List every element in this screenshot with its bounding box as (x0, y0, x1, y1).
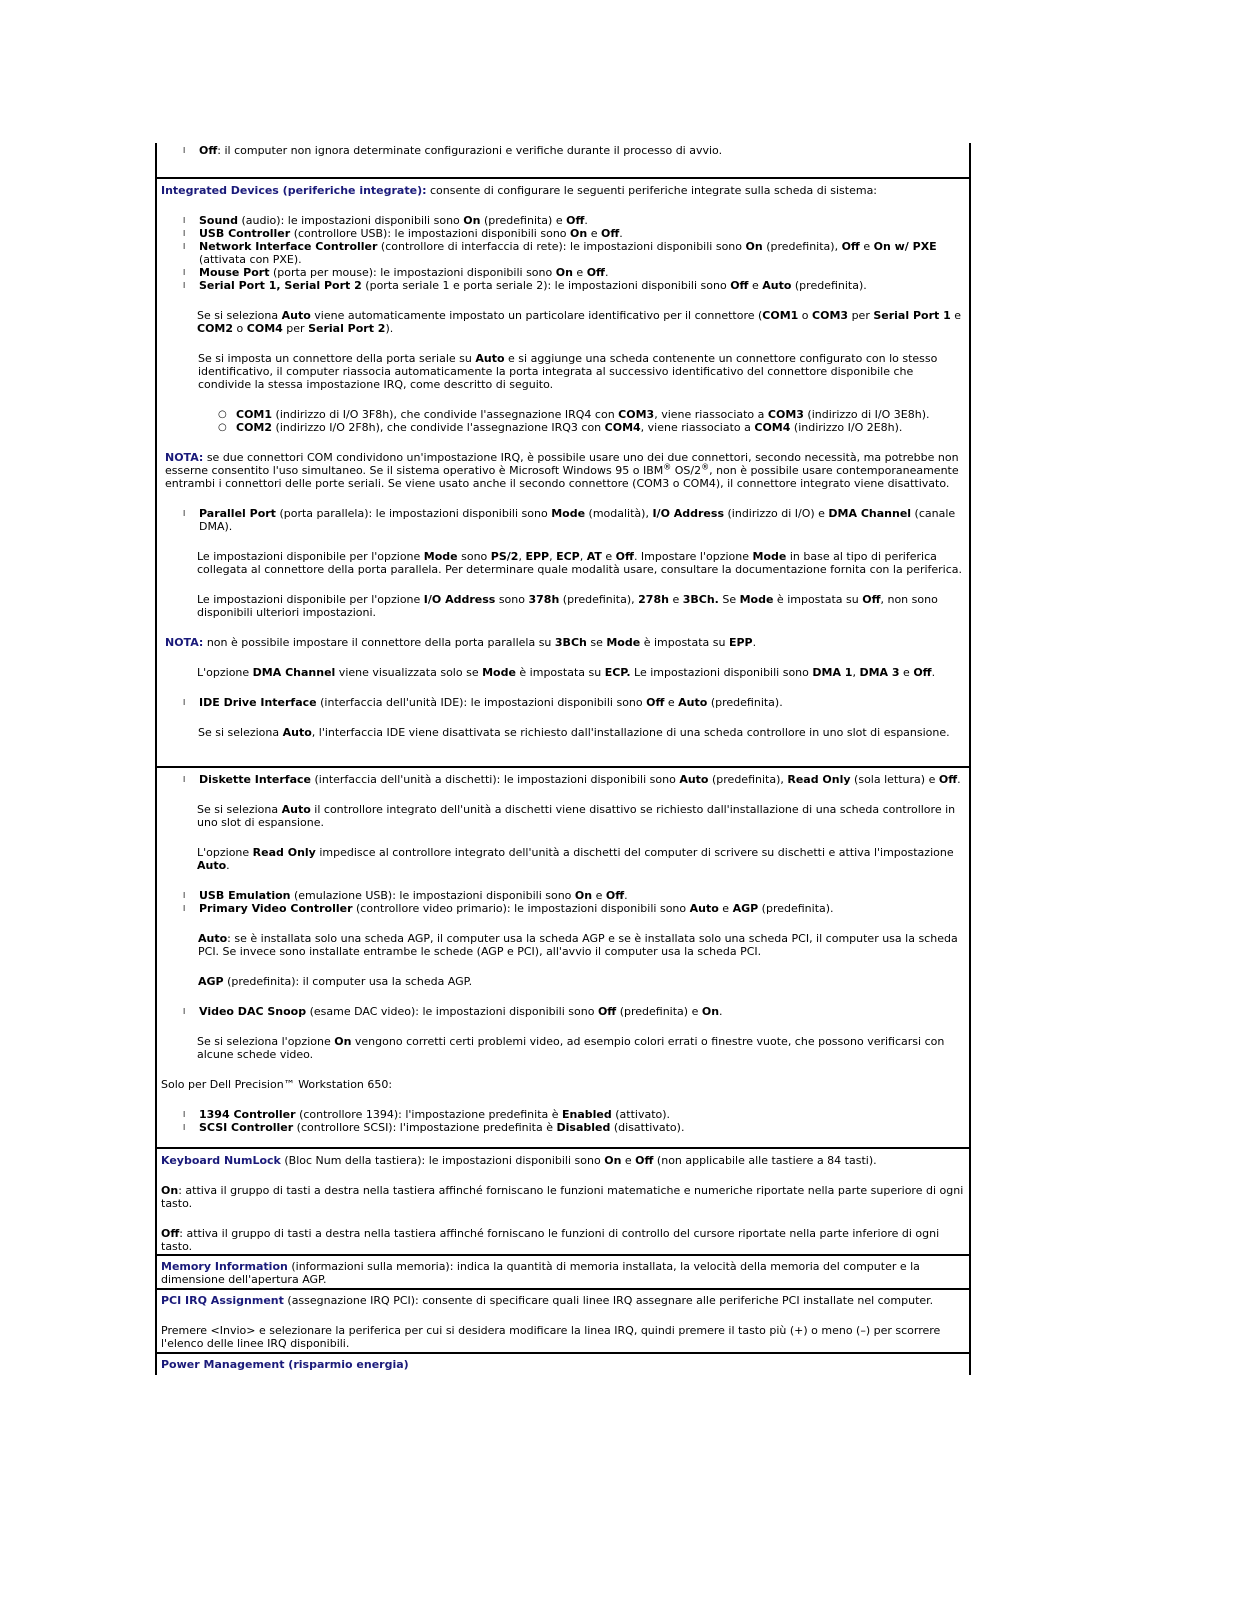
video-agp-paragraph: AGP (predefinita): il computer usa la scheda AGP. (198, 975, 473, 988)
bullet-icon: l (183, 775, 186, 784)
mouse-port-item: l Mouse Port (porta per mouse): le impostazioni disponibili sono On e Off. (183, 266, 609, 279)
note-parallel: NOTA: non è possibile impostare il connettore della porta parallela su 3BCh se Mode è impostata su EPP. (165, 636, 757, 649)
com2-item: ○ COM2 (indirizzo I/O 2F8h), che condivide l'assegnazione IRQ3 con COM4, viene riassociato a COM4 (indirizzo I/O 2E8h). (218, 421, 903, 434)
scsi-controller-item: l SCSI Controller (controllore SCSI): l'impostazione predefinita è Disabled (disattivato). (183, 1121, 685, 1134)
row-integrated-devices-continued (155, 766, 971, 1147)
power-management-link[interactable]: Power Management (risparmio energia) (161, 1358, 409, 1371)
bullet-icon: l (183, 891, 186, 900)
bullet-icon: l (183, 268, 186, 277)
off-boot-item: l Off: il computer non ignora determinate configurazioni e verifiche durante il processo di avvio. (183, 144, 723, 157)
row-power-management (155, 1352, 971, 1375)
bullet-icon: l (183, 1110, 186, 1119)
numlock-on-paragraph: On: attiva il gruppo di tasti a destra nella tastiera affinché forniscano le funzioni matematiche e numeriche riportate nella parte superiore di ogni tasto. (161, 1184, 964, 1210)
memory-paragraph: Memory Information (informazioni sulla memoria): indica la quantità di memoria installata, la velocità della memoria del computer e la dimensione dell'apertura AGP. (161, 1260, 920, 1286)
serial-auto-paragraph: Se si seleziona Auto viene automaticamente impostato un particolare identificativo per il connettore (COM1 o COM3 per Serial Port 1 e COM2 o COM4 per Serial Port 2). (197, 309, 961, 335)
usb-controller-item: l USB Controller (controllore USB): le impostazioni disponibili sono On e Off. (183, 227, 623, 240)
bullet-icon: l (183, 1007, 186, 1016)
bullet-icon: l (183, 281, 186, 290)
pci-detail-paragraph: Premere <Invio> e selezionare la periferica per cui si desidera modificare la linea IRQ, quindi premere il tasto più (+) o meno (–) per scorrere l'elenco delle linee IRQ disponibili. (161, 1324, 941, 1350)
sound-item: l Sound (audio): le impostazioni disponibili sono On (predefinita) e Off. (183, 214, 588, 227)
diskette-auto-paragraph: Se si seleziona Auto il controllore integrato dell'unità a dischetti viene disattivo se richiesto dall'installazione di una scheda controllore in uno slot di espansione. (197, 803, 956, 829)
circle-bullet-icon: ○ (218, 422, 227, 433)
note-label: NOTA: (165, 636, 204, 649)
bullet-icon: l (183, 904, 186, 913)
parallel-port-item: l Parallel Port (porta parallela): le impostazioni disponibili sono Mode (modalità), I/O Address (indirizzo di I/O) e DMA Channel (canale DMA). (183, 507, 956, 533)
pci-irq-assignment-link[interactable]: PCI IRQ Assignment (161, 1294, 284, 1307)
serial-share-paragraph: Se si imposta un connettore della porta seriale su Auto e si aggiunge una scheda contenente un connettore configurato con lo stesso identificativo, il computer riassocia automaticamente la porta integrata al successivo identificativo del connettore disponibile che condivide la stessa impostazione IRQ, come descritto di seguito. (198, 352, 938, 391)
row-integrated-devices (155, 177, 971, 766)
bullet-icon: l (183, 1123, 186, 1132)
io-address-paragraph: Le impostazioni disponibile per l'opzione I/O Address sono 378h (predefinita), 278h e 3BCh. Se Mode è impostata su Off, non sono disponibili ulteriori impostazioni. (197, 593, 938, 619)
bullet-icon: l (183, 242, 186, 251)
numlock-heading: Keyboard NumLock (Bloc Num della tastiera): le impostazioni disponibili sono On e Off (non applicabile alle tastiere a 84 tasti). (161, 1154, 877, 1167)
keyboard-numlock-link[interactable]: Keyboard NumLock (161, 1154, 281, 1167)
bullet-icon: l (183, 698, 186, 707)
integrated-heading: Integrated Devices (periferiche integrate): consente di configurare le seguenti periferiche integrate sulla scheda di sistema: (161, 184, 878, 197)
ide-auto-paragraph: Se si seleziona Auto, l'interfaccia IDE viene disattivata se richiesto dall'installazione di una scheda controllore in uno slot di espansione. (198, 726, 950, 739)
diskette-interface-item: l Diskette Interface (interfaccia dell'unità a dischetti): le impostazioni disponibili sono Auto (predefinita), Read Only (sola lettura) e Off. (183, 773, 961, 786)
bios-options-table (155, 143, 971, 1375)
numlock-off-paragraph: Off: attiva il gruppo di tasti a destra nella tastiera affinché forniscano le funzioni di controllo del cursore riportate nella parte inferiore di ogni tasto. (161, 1227, 940, 1253)
dma-paragraph: L'opzione DMA Channel viene visualizzata solo se Mode è impostata su ECP. Le impostazioni disponibili sono DMA 1, DMA 3 e Off. (197, 666, 936, 679)
circle-bullet-icon: ○ (218, 409, 227, 420)
controller-1394-item: l 1394 Controller (controllore 1394): l'impostazione predefinita è Enabled (attivato). (183, 1108, 671, 1121)
note-com-sharing: NOTA: se due connettori COM condividono un'impostazione IRQ, è possibile usare uno dei due connettori, secondo necessità, ma potrebbe non esserne consentito l'uso simultaneo. Se il sistema operativo è Microsoft Windows 95 o IBM® OS/2®, non è possibile usare contemporaneamente entrambi i connettori delle porte seriali. Se viene usato anche il secondo connettore (COM3 o COM4), il connettore integrato viene disattivato. (165, 451, 959, 490)
bullet-icon: l (183, 216, 186, 225)
com1-item: ○ COM1 (indirizzo di I/O 3F8h), che condivide l'assegnazione IRQ4 con COM3, viene riassociato a COM3 (indirizzo di I/O 3E8h). (218, 408, 930, 421)
row-memory-information (155, 1254, 971, 1288)
video-dac-snoop-item: l Video DAC Snoop (esame DAC video): le impostazioni disponibili sono Off (predefinita) e On. (183, 1005, 723, 1018)
serial-port-item: l Serial Port 1, Serial Port 2 (porta seriale 1 e porta seriale 2): le impostazioni disponibili sono Off e Auto (predefinita). (183, 279, 867, 292)
row-pci-irq-assignment (155, 1288, 971, 1352)
mode-paragraph: Le impostazioni disponibile per l'opzione Mode sono PS/2, EPP, ECP, AT e Off. Impostare l'opzione Mode in base al tipo di periferica collegata al connettore della porta parallela. Per determinare quale modalità usare, consultare la documentazione fornita con la periferica. (197, 550, 963, 576)
ide-interface-item: l IDE Drive Interface (interfaccia dell'unità IDE): le impostazioni disponibili sono Off e Auto (predefinita). (183, 696, 783, 709)
read-only-paragraph: L'opzione Read Only impedisce al controllore integrato dell'unità a dischetti del computer di scrivere su dischetti e attiva l'impostazione Auto. (197, 846, 954, 872)
usb-emulation-item: l USB Emulation (emulazione USB): le impostazioni disponibili sono On e Off. (183, 889, 628, 902)
video-auto-paragraph: Auto: se è installata solo una scheda AGP, il computer usa la scheda AGP e se è installata solo una scheda PCI, il computer usa la scheda PCI. Se invece sono installate entrambe le schede (AGP e PCI), all'avvio il computer usa la scheda PCI. (198, 932, 958, 958)
note-label: NOTA: (165, 451, 204, 464)
integrated-devices-link[interactable]: Integrated Devices (periferiche integrate): (161, 184, 427, 197)
primary-video-item: l Primary Video Controller (controllore video primario): le impostazioni disponibili sono Auto e AGP (predefinita). (183, 902, 834, 915)
bullet-icon: l (183, 146, 186, 155)
memory-information-link[interactable]: Memory Information (161, 1260, 288, 1273)
precision-650-note: Solo per Dell Precision™ Workstation 650: (161, 1078, 393, 1091)
network-controller-item: l Network Interface Controller (controllore di interfaccia di rete): le impostazioni disponibili sono On (predefinita), Off e On w/ PXE (attivata con PXE). (183, 240, 937, 266)
bullet-icon: l (183, 229, 186, 238)
dac-on-paragraph: Se si seleziona l'opzione On vengono corretti certi problemi video, ad esempio colori errati o finestre vuote, che possono verificarsi con alcune schede video. (197, 1035, 945, 1061)
pci-paragraph: PCI IRQ Assignment (assegnazione IRQ PCI): consente di specificare quali linee IRQ assegnare alle periferiche PCI installate nel computer. (161, 1294, 934, 1307)
power-heading (161, 1358, 965, 1371)
row-off-boot (155, 143, 971, 177)
bullet-icon: l (183, 509, 186, 518)
row-keyboard-numlock (155, 1147, 971, 1254)
